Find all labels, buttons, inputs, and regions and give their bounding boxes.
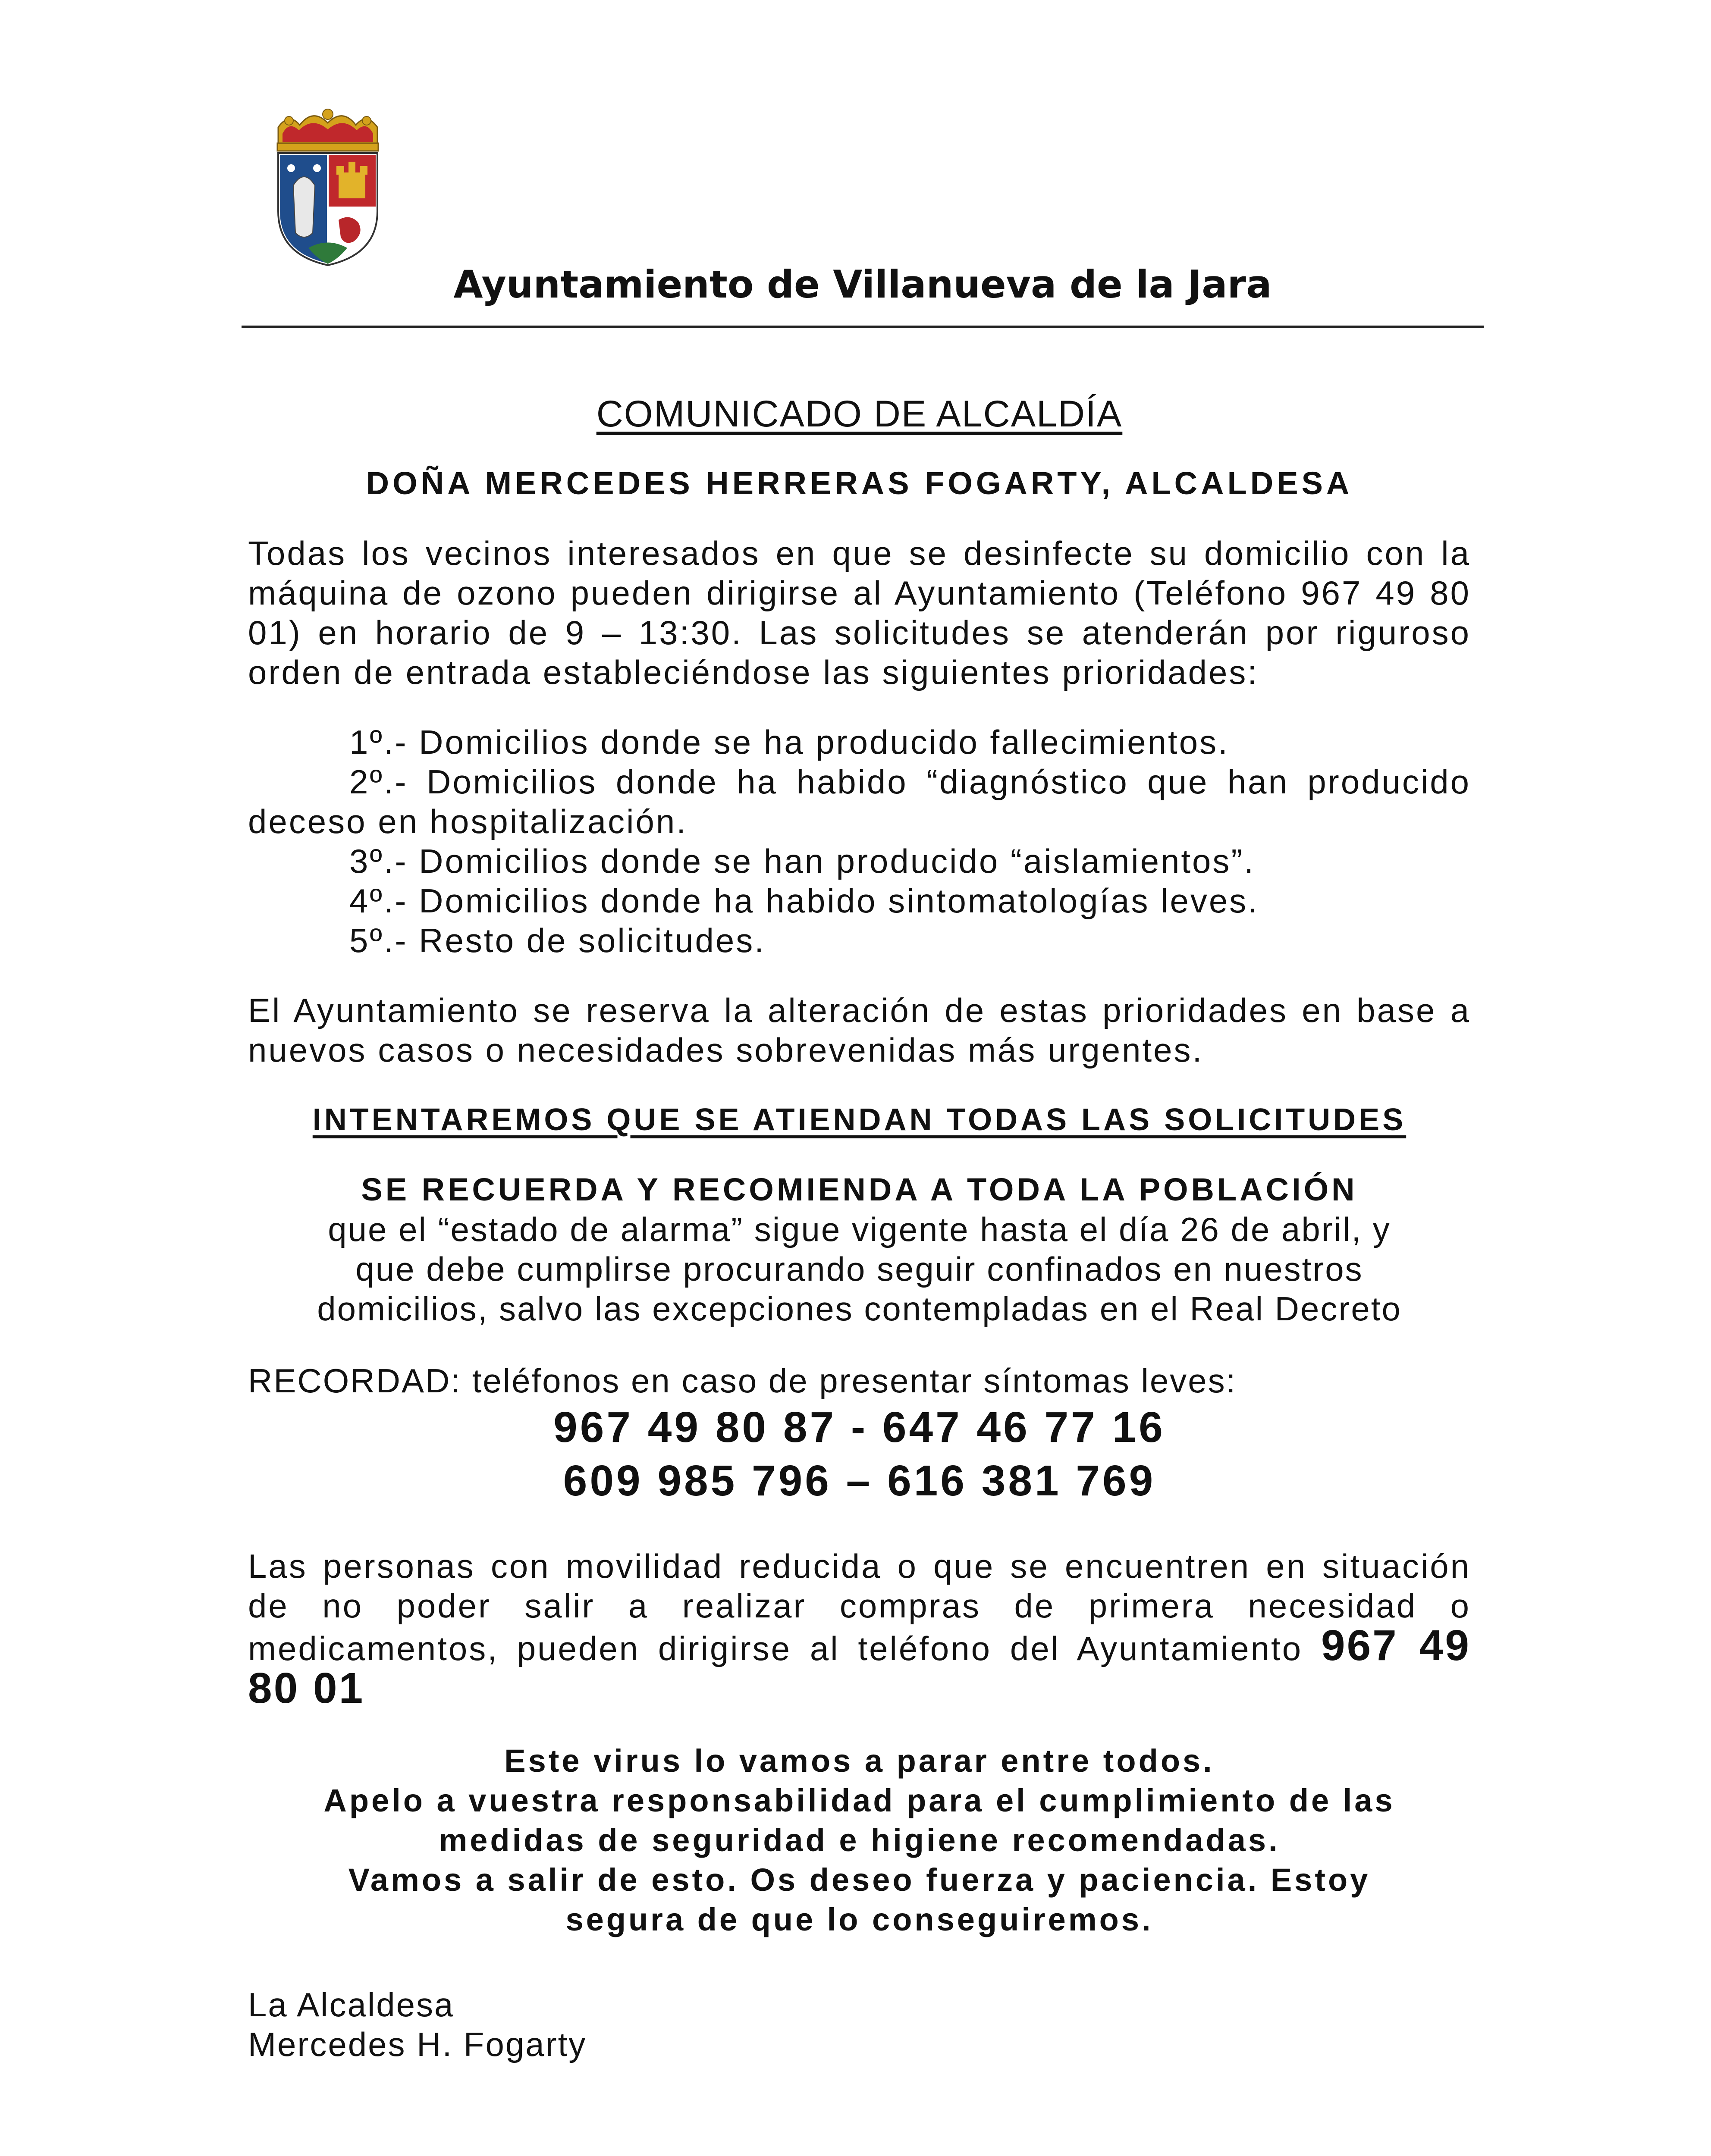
- closing-line: segura de que lo conseguiremos.: [565, 1902, 1153, 1937]
- closing-line: medidas de seguridad e higiene recomendadas.: [439, 1822, 1280, 1858]
- recuerda-line: domicilios, salvo las excepciones contempladas en el Real Decreto: [317, 1290, 1402, 1328]
- intent-heading: INTENTAREMOS QUE SE ATIENDAN TODAS LAS SOLICITUDES: [312, 1103, 1406, 1137]
- priority-item: 5º.- Resto de solicitudes.: [349, 921, 766, 959]
- coat-of-arms-icon: [270, 103, 386, 267]
- symptom-phones: [248, 1401, 1471, 1507]
- intro-paragraph: Todas los vecinos interesados en que se desinfecte su domicilio con la máquina de ozono pueden dirigirse al Ayuntamiento (Teléfono 967 49 80 01) en horario de 9 – 13:30. Las solicitudes se atenderán por riguroso orden de entrada estableciéndose las siguientes prioridades:: [248, 534, 1471, 691]
- signature: [248, 1985, 1471, 2064]
- header-divider: [242, 326, 1484, 328]
- priority-item: 3º.- Domicilios donde se han producido “aislamientos”.: [349, 842, 1256, 880]
- mobility-text: Las personas con movilidad reducida o que se encuentren en situación de no poder salir a realizar compras de primera necesidad o medicamentos, pueden dirigirse al teléfono del Ayuntamiento: [248, 1547, 1471, 1667]
- closing-line: Este virus lo vamos a parar entre todos.: [504, 1743, 1215, 1779]
- closing-message: [248, 1741, 1471, 1940]
- authority-line: DOÑA MERCEDES HERRERAS FOGARTY, ALCALDESA: [366, 465, 1353, 501]
- document-heading: COMUNICADO DE ALCALDÍA: [596, 393, 1123, 435]
- signature-name: Mercedes H. Fogarty: [248, 2025, 587, 2063]
- priority-list: [248, 722, 1471, 960]
- priority-item: 2º.- Domicilios donde ha habido “diagnóstico que han producido deceso en hospitalización.: [248, 763, 1471, 840]
- priority-item: 1º.- Domicilios donde se ha producido fallecimientos.: [349, 723, 1229, 761]
- mobility-paragraph: [248, 1546, 1471, 1711]
- closing-line: Apelo a vuestra responsabilidad para el cumplimiento de las: [323, 1783, 1395, 1818]
- phone-numbers: 967 49 80 87 - 647 46 77 16: [553, 1403, 1165, 1451]
- recuerda-line: que el “estado de alarma” sigue vigente hasta el día 26 de abril, y: [328, 1210, 1391, 1248]
- reserve-paragraph: El Ayuntamiento se reserva la alteración de estas prioridades en base a nuevos casos o necesidades sobrevenidas más urgentes.: [248, 991, 1471, 1069]
- recuerda-line: que debe cumplirse procurando seguir confinados en nuestros: [355, 1250, 1363, 1288]
- priority-item: 4º.- Domicilios donde ha habido sintomatologías leves.: [349, 882, 1259, 920]
- town-hall-phone: 967 49 80 01: [248, 1621, 1471, 1712]
- recuerda-title: SE RECUERDA Y RECOMIENDA A TODA LA POBLACIÓN: [361, 1172, 1358, 1207]
- phone-numbers: 609 985 796 – 616 381 769: [563, 1457, 1156, 1505]
- recordad-line: RECORDAD: teléfonos en caso de presentar síntomas leves:: [248, 1362, 1237, 1400]
- closing-line: Vamos a salir de esto. Os deseo fuerza y paciencia. Estoy: [348, 1862, 1371, 1898]
- signature-role: La Alcaldesa: [248, 1986, 455, 2024]
- recuerda-block: [248, 1170, 1471, 1329]
- header-title: Ayuntamiento de Villanueva de la Jara: [453, 262, 1272, 307]
- document-body: [248, 390, 1471, 2064]
